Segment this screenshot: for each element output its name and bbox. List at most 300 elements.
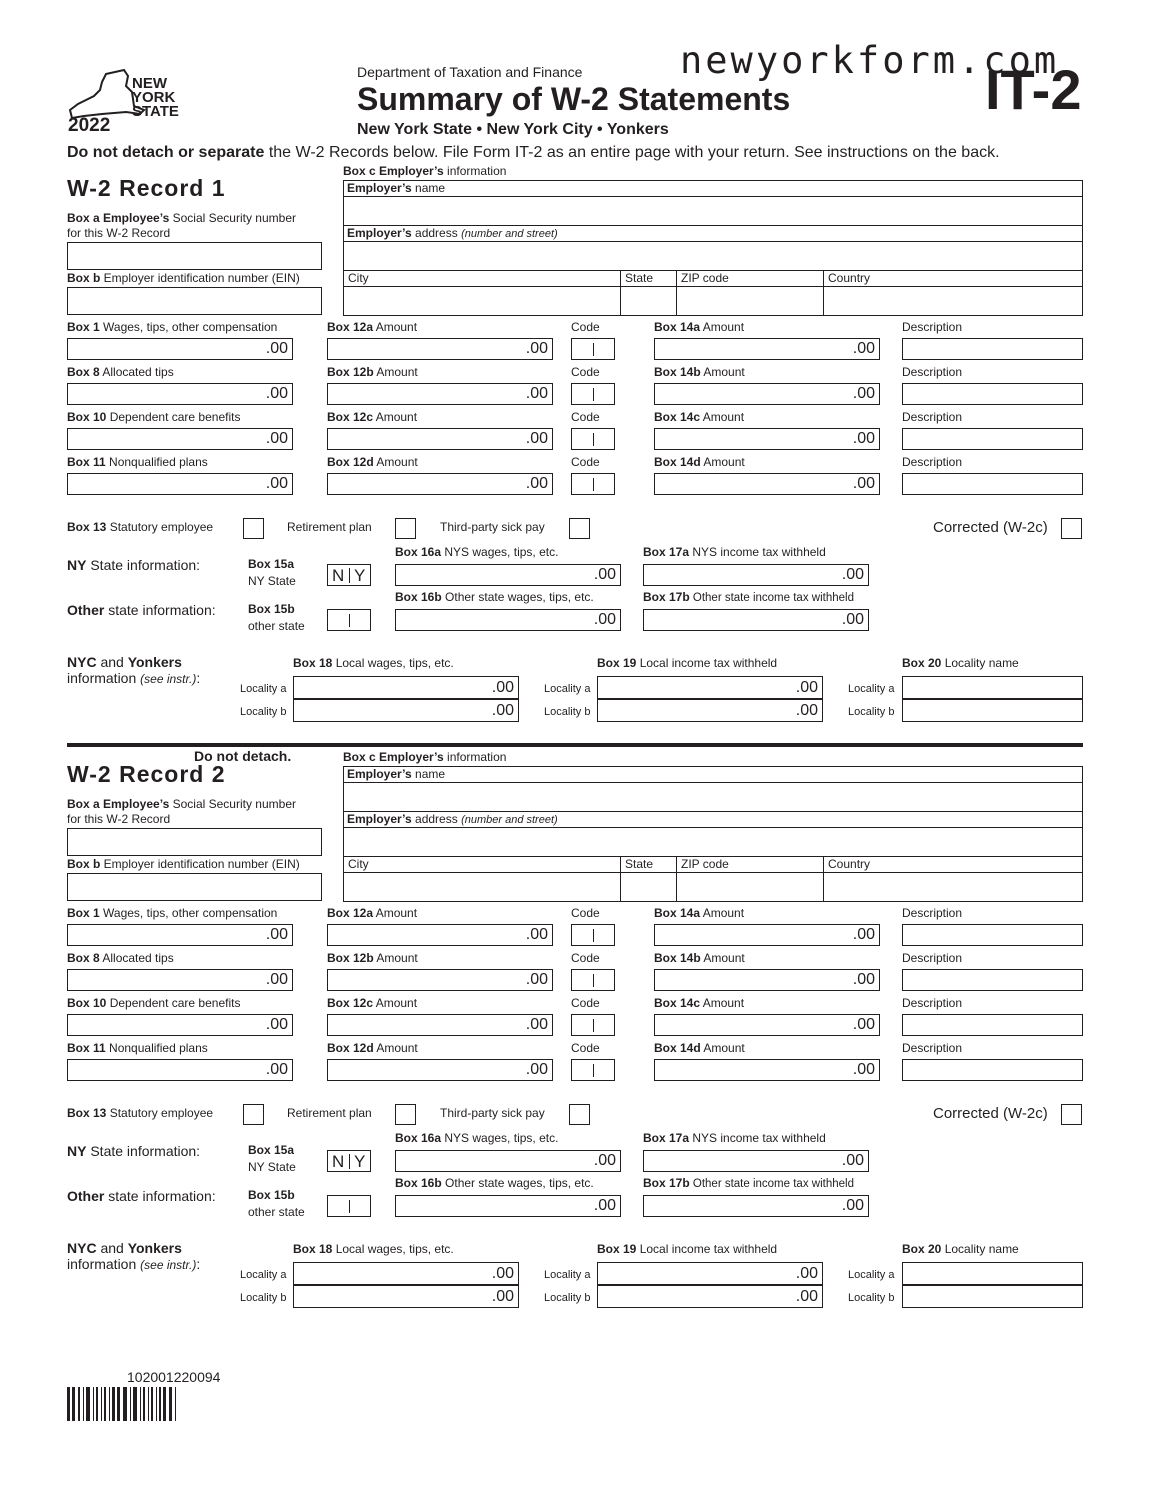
box-16b-label-bold: Box 16b (395, 590, 442, 604)
ny-letter-y: Y (354, 566, 366, 585)
box-11-label (67, 1041, 208, 1056)
box-8-label-text: Allocated tips (99, 365, 174, 379)
w2-record-1 (0, 0, 1150, 719)
nyc-bold: NYC (67, 1240, 97, 1256)
box-1-amount-field[interactable] (67, 338, 293, 360)
box-14d-label-text: Amount (700, 1041, 745, 1055)
box-14b-label-text: Amount (700, 365, 745, 379)
state-label-text: State (625, 857, 654, 871)
box-19-label-text: Local income tax withheld (636, 656, 778, 670)
box-12c-amount-field[interactable] (327, 428, 553, 450)
box-14a-amount-field[interactable] (654, 924, 880, 946)
box-18-locality-b-field[interactable] (293, 1285, 519, 1308)
box-10-label-bold: Box 10 (67, 996, 107, 1010)
corrected-label (933, 520, 1048, 535)
third-party-sick-pay-checkbox[interactable] (569, 1104, 590, 1125)
box-12a-amount-field[interactable] (327, 924, 553, 946)
box-20-locality-a-label-text: Locality a (848, 1269, 895, 1281)
cents-label: .00 (265, 430, 288, 447)
country-label-text: Country (828, 857, 871, 871)
box-14b-amount-field[interactable] (654, 383, 880, 405)
cents-label: .00 (265, 385, 288, 402)
cents-label: .00 (852, 1016, 875, 1033)
box-15a-state-field[interactable] (327, 564, 371, 586)
box-a-label-text: Social Security number (169, 797, 296, 811)
box-19-locality-b-field[interactable] (597, 1285, 823, 1308)
box-12a-amount-field[interactable] (327, 338, 553, 360)
box-15b-state-field[interactable] (327, 1195, 371, 1217)
box-14c-description-label (902, 996, 962, 1011)
state-field[interactable] (621, 287, 676, 315)
box-10-label-bold: Box 10 (67, 410, 107, 424)
box-10-amount-field[interactable] (67, 1014, 293, 1036)
box-12d-amount-field[interactable] (327, 473, 553, 495)
box-19-locality-a-label (544, 1268, 590, 1283)
cents-label: .00 (852, 475, 875, 492)
barcode-bar (86, 1387, 90, 1421)
box-14a-description-label-text: Description (902, 906, 963, 920)
box-11-label-bold: Box 11 (67, 455, 106, 469)
country-label-text: Country (828, 271, 871, 285)
box-15a-label-bold: Box 15a (248, 1143, 295, 1157)
retirement-plan-label (287, 1106, 372, 1121)
employer-address-field[interactable] (344, 828, 1082, 856)
box-20-locality-b-field[interactable] (902, 1285, 1083, 1308)
state-field[interactable] (621, 873, 676, 901)
box-20-label-text: Locality name (941, 1242, 1019, 1256)
barcode-bar (151, 1387, 153, 1421)
box-16b-label-text: Other state wages, tips, etc. (441, 590, 594, 604)
employer-address-label (347, 226, 558, 242)
box-12c-label-bold: Box 12c (327, 996, 374, 1010)
box-18-locality-b-label (240, 1291, 286, 1306)
box-14d-description-field[interactable] (902, 1059, 1083, 1081)
other-state-info-label (67, 1189, 216, 1204)
box-13-label (67, 1106, 213, 1121)
box-14d-description-label-text: Description (902, 1041, 963, 1055)
box-11-label-text: Nonqualified plans (105, 1041, 208, 1055)
retirement-plan-checkbox[interactable] (395, 518, 416, 539)
barcode-bar (83, 1387, 84, 1421)
box-15a-label (248, 557, 294, 572)
colon-text: : (196, 670, 201, 686)
box-20-locality-b-label (848, 1291, 894, 1306)
employer-name-label-text: name (411, 767, 446, 781)
box-14b-description-label (902, 951, 962, 966)
box-14b-label-bold: Box 14b (654, 951, 701, 965)
box-14b-description-field[interactable] (902, 969, 1083, 991)
box-14b-amount-field[interactable] (654, 969, 880, 991)
box-14c-description-label-text: Description (902, 410, 963, 424)
cents-label: .00 (841, 566, 864, 583)
box-14c-label-bold: Box 14c (654, 410, 701, 424)
state-word-new: NEW (132, 75, 167, 92)
box-12a-label-bold: Box 12a (327, 320, 374, 334)
tax-year: 2022 (68, 115, 111, 136)
box-10-label (67, 410, 240, 425)
box-12a-code-label-text: Code (571, 906, 600, 920)
box-12c-code-label-text: Code (571, 996, 600, 1010)
box-19-locality-b-label-text: Locality b (544, 706, 591, 718)
box-14b-label (654, 365, 745, 380)
box-12b-amount-field[interactable] (327, 383, 553, 405)
box-18-locality-a-field[interactable] (293, 1262, 519, 1285)
box-15b-label (248, 1188, 295, 1203)
barcode-bar (175, 1387, 176, 1421)
box-14a-label-text: Amount (700, 906, 745, 920)
cents-label: .00 (491, 702, 514, 719)
box-19-locality-a-field[interactable] (597, 1262, 823, 1285)
zip-field[interactable] (677, 287, 823, 315)
box-20-label-bold: Box 20 (902, 1242, 942, 1256)
see-instr-text: (see instr.) (140, 1258, 197, 1272)
see-instr-text: (see instr.) (140, 672, 197, 686)
employer-address-label-text: address (411, 226, 462, 240)
box-18-label-text: Local wages, tips, etc. (332, 1242, 454, 1256)
city-label-text: City (348, 857, 369, 871)
box-8-amount-field[interactable] (67, 383, 293, 405)
box-15a-label-bold: Box 15a (248, 557, 295, 571)
other-state-info-label-text: state information: (104, 1188, 216, 1204)
barcode-icon (67, 1387, 289, 1421)
box-12d-code-field[interactable] (571, 473, 615, 495)
box-18-label (293, 1242, 454, 1257)
box-14c-description-field[interactable] (902, 428, 1083, 450)
box-c-label (343, 750, 506, 765)
box-8-label (67, 951, 174, 966)
box-12b-code-field[interactable] (571, 383, 615, 405)
box-b-label (67, 857, 300, 872)
box-17b-amount-field[interactable] (643, 1195, 869, 1217)
barcode-bar (117, 1387, 120, 1421)
corrected-label-text: Corrected (W-2c) (933, 519, 1048, 536)
box-20-label-bold: Box 20 (902, 656, 942, 670)
watermark-text: newyorkform.com (680, 39, 1060, 82)
box-a-label-line2 (67, 226, 170, 241)
cents-label: .00 (525, 340, 548, 357)
box-a-label-bold: Box a Employee’s (67, 797, 170, 811)
box-17a-amount-field[interactable] (643, 1150, 869, 1172)
box-13-label (67, 520, 213, 535)
cents-label: .00 (525, 430, 548, 447)
box-12b-label-bold: Box 12b (327, 951, 374, 965)
retirement-plan-label (287, 520, 372, 535)
barcode-bar (133, 1387, 137, 1421)
box-1-label-bold: Box 1 (67, 320, 100, 334)
cents-label: .00 (852, 430, 875, 447)
box-12a-code-field[interactable] (571, 924, 615, 946)
box-14a-description-field[interactable] (902, 338, 1083, 360)
box-1-label-text: Wages, tips, other compensation (99, 906, 278, 920)
box-12d-label (327, 455, 418, 470)
cents-label: .00 (795, 679, 818, 696)
box-18-locality-b-label-text: Locality b (240, 706, 287, 718)
box-19-locality-b-label (544, 1291, 590, 1306)
barcode-bar (104, 1387, 106, 1421)
box-18-label-bold: Box 18 (293, 656, 333, 670)
box-12d-code-field[interactable] (571, 1059, 615, 1081)
box-12a-label-bold: Box 12a (327, 906, 374, 920)
box-12d-label (327, 1041, 418, 1056)
box-14a-description-label-text: Description (902, 320, 963, 334)
box-11-label (67, 455, 208, 470)
box-15a-label (248, 1143, 294, 1158)
box-16b-label-text: Other state wages, tips, etc. (441, 1176, 594, 1190)
box-14b-description-field[interactable] (902, 383, 1083, 405)
box-14b-label-bold: Box 14b (654, 365, 701, 379)
country-field[interactable] (824, 287, 1082, 315)
employer-name-field[interactable] (344, 783, 1082, 811)
box-8-label-bold: Box 8 (67, 951, 100, 965)
ein-field[interactable] (67, 287, 322, 315)
box-17a-label-bold: Box 17a (643, 545, 690, 559)
box-16a-label-bold: Box 16a (395, 1131, 442, 1145)
retirement-plan-checkbox[interactable] (395, 1104, 416, 1125)
box-19-locality-a-label-text: Locality a (544, 683, 591, 695)
box-15a-sublabel-text: NY State (248, 1160, 296, 1174)
employer-address-hint: (number and street) (461, 228, 558, 240)
box-14d-description-label (902, 455, 962, 470)
box-8-amount-field[interactable] (67, 969, 293, 991)
ssn-field[interactable] (67, 828, 322, 856)
zip-label (681, 857, 729, 872)
box-14b-description-label (902, 365, 962, 380)
box-14d-label-bold: Box 14d (654, 455, 701, 469)
box-12b-amount-field[interactable] (327, 969, 553, 991)
box-14c-amount-field[interactable] (654, 428, 880, 450)
barcode-bar (123, 1387, 127, 1421)
zip-label-text: ZIP code (681, 857, 729, 871)
barcode-bar (143, 1387, 145, 1421)
box-18-locality-a-label-text: Locality a (240, 1269, 287, 1281)
box-14d-label (654, 1041, 745, 1056)
box-14c-description-label-text: Description (902, 996, 963, 1010)
record-title: W-2 Record 1 (67, 175, 226, 201)
box-a-label-line2 (67, 812, 170, 827)
box-20-locality-b-label-text: Locality b (848, 706, 895, 718)
box-14a-label-text: Amount (700, 320, 745, 334)
statutory-employee-checkbox[interactable] (243, 518, 264, 539)
barcode-bar (159, 1387, 161, 1421)
employer-name-label (347, 767, 445, 782)
box-10-amount-field[interactable] (67, 428, 293, 450)
box-12b-label-text: Amount (373, 951, 418, 965)
box-12a-label-text: Amount (373, 320, 418, 334)
box-12c-label (327, 410, 417, 425)
box-14d-description-field[interactable] (902, 473, 1083, 495)
barcode-bar (78, 1387, 80, 1421)
employer-name-label-bold: Employer’s (347, 181, 412, 195)
state-label (625, 271, 653, 286)
box-16a-amount-field[interactable] (395, 1150, 621, 1172)
box-20-label (902, 1242, 1019, 1257)
city-label-text: City (348, 271, 369, 285)
box-14d-amount-field[interactable] (654, 473, 880, 495)
box-12b-code-label-text: Code (571, 951, 600, 965)
statutory-employee-checkbox[interactable] (243, 1104, 264, 1125)
cents-label: .00 (841, 611, 864, 628)
ssn-field[interactable] (67, 242, 322, 270)
country-label (828, 271, 870, 286)
city-field[interactable] (344, 873, 620, 901)
box-14a-label (654, 320, 744, 335)
box-16a-label (395, 1131, 558, 1146)
box-13-label-bold: Box 13 (67, 1106, 107, 1120)
box-12d-amount-field[interactable] (327, 1059, 553, 1081)
box-a-label (67, 211, 296, 226)
cents-label: .00 (265, 1016, 288, 1033)
box-12c-code-label-text: Code (571, 410, 600, 424)
zip-label (681, 271, 729, 286)
box-12c-amount-field[interactable] (327, 1014, 553, 1036)
nyc-yonkers-label-line2 (67, 1257, 200, 1273)
box-12b-code-label (571, 951, 600, 966)
box-16a-amount-field[interactable] (395, 564, 621, 586)
box-12c-label (327, 996, 417, 1011)
box-11-amount-field[interactable] (67, 473, 293, 495)
cents-label: .00 (525, 926, 548, 943)
barcode-bar (101, 1387, 102, 1421)
and-text: and (96, 1240, 128, 1256)
box-17b-label-bold: Box 17b (643, 1176, 690, 1190)
city-label (348, 857, 369, 872)
box-20-locality-a-label-text: Locality a (848, 683, 895, 695)
barcode-bar (140, 1387, 141, 1421)
box-14a-description-field[interactable] (902, 924, 1083, 946)
box-12d-code-label-text: Code (571, 1041, 600, 1055)
zip-field[interactable] (677, 873, 823, 901)
third-party-sick-pay-label (440, 1106, 545, 1121)
box-12b-code-field[interactable] (571, 969, 615, 991)
box-1-amount-field[interactable] (67, 924, 293, 946)
employer-name-field[interactable] (344, 197, 1082, 225)
box-18-locality-b-label-text: Locality b (240, 1292, 287, 1304)
box-b-label-bold: Box b (67, 857, 101, 871)
box-18-label-text: Local wages, tips, etc. (332, 656, 454, 670)
box-19-label (597, 1242, 777, 1257)
box-19-label-bold: Box 19 (597, 656, 637, 670)
box-14d-amount-field[interactable] (654, 1059, 880, 1081)
corrected-checkbox[interactable] (1061, 518, 1082, 539)
state-word-state: STATE (132, 103, 179, 120)
cents-label: .00 (525, 971, 548, 988)
record-title: W-2 Record 2 (67, 761, 226, 787)
ein-field[interactable] (67, 873, 322, 901)
barcode-bar (112, 1387, 115, 1421)
box-17a-label (643, 1131, 826, 1146)
do-not-detach-label: Do not detach. (194, 748, 292, 764)
box-12c-code-field[interactable] (571, 1014, 615, 1036)
cents-label: .00 (852, 340, 875, 357)
box-c-label-bold: Box c Employer’s (343, 750, 444, 764)
cents-label: .00 (265, 340, 288, 357)
box-15b-label-bold: Box 15b (248, 602, 295, 616)
box-14d-label (654, 455, 745, 470)
box-16b-label (395, 1176, 594, 1191)
ny-state-info-label (67, 1144, 200, 1159)
box-c-label-bold: Box c Employer’s (343, 164, 444, 178)
box-a-label-bold: Box a Employee’s (67, 211, 170, 225)
box-1-label-bold: Box 1 (67, 906, 100, 920)
box-14d-description-label-text: Description (902, 455, 963, 469)
state-label (625, 857, 653, 872)
other-state-info-label-bold: Other (67, 1188, 105, 1204)
barcode-bar (130, 1387, 131, 1421)
cents-label: .00 (525, 475, 548, 492)
box-14c-amount-field[interactable] (654, 1014, 880, 1036)
cents-label: .00 (593, 1197, 616, 1214)
box-16b-label-bold: Box 16b (395, 1176, 442, 1190)
box-12a-label (327, 320, 417, 335)
box-12c-code-field[interactable] (571, 428, 615, 450)
box-12c-code-label (571, 410, 600, 425)
department-name: Department of Taxation and Finance (357, 64, 583, 80)
box-12a-code-field[interactable] (571, 338, 615, 360)
w2-record-2 (0, 586, 1150, 1305)
box-11-label-bold: Box 11 (67, 1041, 106, 1055)
cents-label: .00 (491, 679, 514, 696)
box-14d-label-bold: Box 14d (654, 1041, 701, 1055)
employer-name-label-text: name (411, 181, 446, 195)
box-12d-label-bold: Box 12d (327, 455, 374, 469)
box-17a-amount-field[interactable] (643, 564, 869, 586)
third-party-sick-pay-label-text: Third-party sick pay (440, 520, 545, 534)
box-14a-amount-field[interactable] (654, 338, 880, 360)
barcode-bar (109, 1387, 110, 1421)
box-13-label-text: Statutory employee (106, 1106, 214, 1120)
box-18-locality-a-label (240, 1268, 286, 1283)
city-field[interactable] (344, 287, 620, 315)
box-12b-label-bold: Box 12b (327, 365, 374, 379)
instruction-bold: Do not detach or separate (67, 144, 265, 161)
box-12d-code-label (571, 1041, 600, 1056)
box-b-label (67, 271, 300, 286)
box-15b-sublabel (248, 1205, 305, 1220)
box-20-locality-b-label-text: Locality b (848, 1292, 895, 1304)
barcode-number: 102001220094 (127, 1369, 221, 1385)
third-party-sick-pay-label-text: Third-party sick pay (440, 1106, 545, 1120)
box-15a-state-field[interactable] (327, 1150, 371, 1172)
box-11-amount-field[interactable] (67, 1059, 293, 1081)
box-14b-description-label-text: Description (902, 951, 963, 965)
third-party-sick-pay-checkbox[interactable] (569, 518, 590, 539)
box-13-label-text: Statutory employee (106, 520, 214, 534)
barcode-bar (169, 1387, 172, 1421)
cents-label: .00 (852, 385, 875, 402)
cents-label: .00 (265, 926, 288, 943)
employer-address-field[interactable] (344, 242, 1082, 270)
box-17a-label-text: NYS income tax withheld (689, 1131, 826, 1145)
box-b-label-text: Employer identification number (EIN) (100, 857, 300, 871)
state-word-york: YORK (132, 89, 176, 106)
box-14c-description-field[interactable] (902, 1014, 1083, 1036)
box-12c-label-text: Amount (373, 996, 418, 1010)
box-16a-label-text: NYS wages, tips, etc. (441, 1131, 559, 1145)
country-field[interactable] (824, 873, 1082, 901)
box-16a-label-bold: Box 16a (395, 545, 442, 559)
barcode-bar (67, 1387, 70, 1421)
corrected-checkbox[interactable] (1061, 1104, 1082, 1125)
box-12c-code-label (571, 996, 600, 1011)
box-20-locality-a-field[interactable] (902, 1262, 1083, 1285)
cents-label: .00 (593, 611, 616, 628)
cents-label: .00 (265, 971, 288, 988)
box-16b-amount-field[interactable] (395, 1195, 621, 1217)
box-14c-description-label (902, 410, 962, 425)
other-state-info-label-bold: Other (67, 602, 105, 618)
cents-label: .00 (265, 1061, 288, 1078)
barcode-bar (72, 1387, 75, 1421)
